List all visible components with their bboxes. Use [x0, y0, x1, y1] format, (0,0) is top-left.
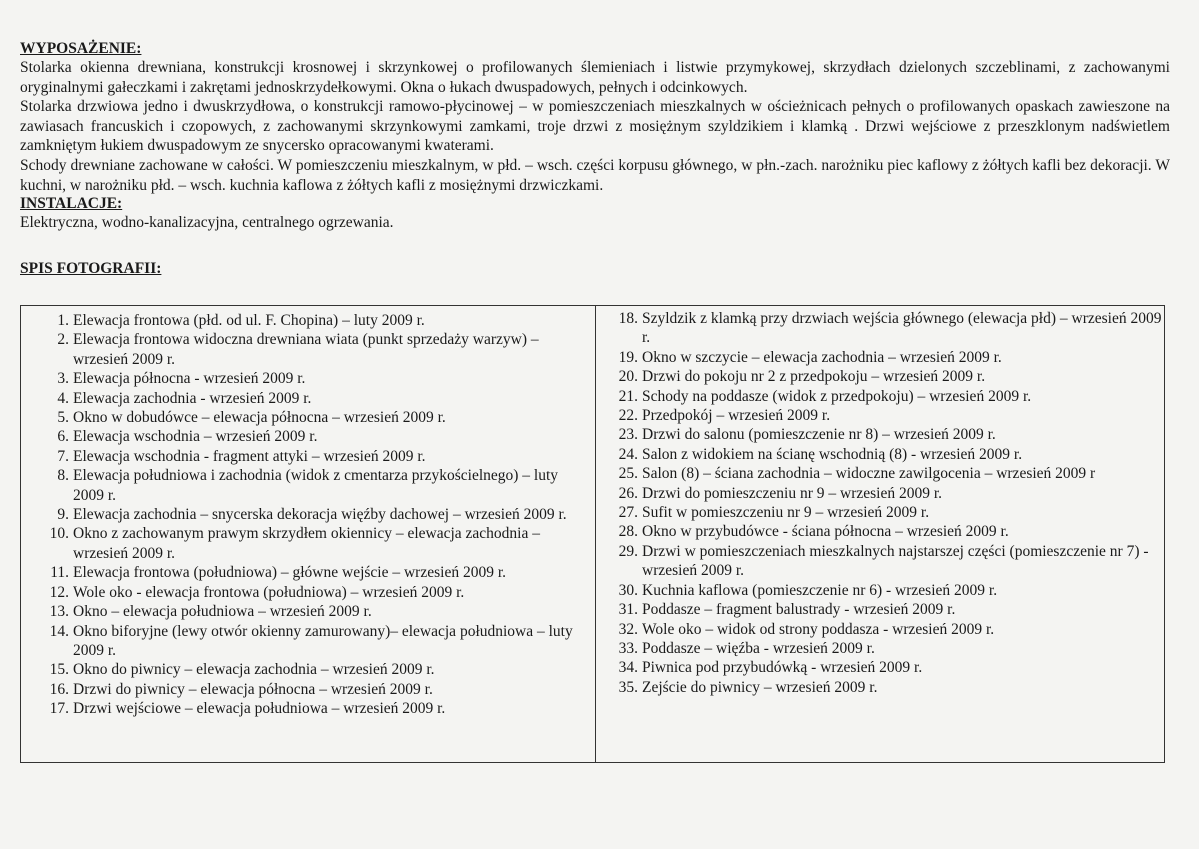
photo-list-item — [21, 699, 587, 718]
spis-fotografii-heading: SPIS FOTOGRAFII: — [20, 259, 162, 277]
photo-item-number: 29. — [618, 542, 638, 560]
photo-item-number: 12. — [49, 583, 69, 601]
photo-list-item — [21, 330, 587, 369]
photo-item-text: Piwnica pod przybudówką - wrzesień 2009 r. — [642, 659, 923, 677]
photo-item-number: 24. — [618, 445, 638, 463]
instalacje-text: Elektryczna, wodno-kanalizacyjna, centralnego ogrzewania. — [20, 214, 394, 232]
photo-item-text: Szyldzik z klamką przy drzwiach wejścia głównego (elewacja płd) – wrzesień 2009 r. — [642, 310, 1162, 347]
wyposazenie-stairs-paragraph: Schody drewniane zachowane w całości. W pomieszczeniu mieszkalnym, w płd. – wsch. części korpusu głównego, w płn.-zach. narożniku piec kaflowy z żółtych kafli bez dekoracji. W kuchni, w narożniku płd. – wsch. kuchnia kaflowa z żółtych kafli z mosiężnymi drzwiczkami. — [20, 156, 1170, 194]
photo-item-number: 26. — [618, 484, 638, 502]
photo-list-item — [21, 505, 587, 524]
photo-list-right — [596, 309, 1164, 697]
photo-item-number: 8. — [57, 467, 69, 485]
photo-item-number: 27. — [618, 504, 638, 522]
photo-list-right-column — [596, 306, 1164, 762]
photo-item-text: Okno – elewacja południowa – wrzesień 2009 r. — [73, 603, 372, 621]
photo-item-text: Drzwi do piwnicy – elewacja północna – wrzesień 2009 r. — [73, 680, 433, 698]
photo-item-number: 4. — [57, 389, 69, 407]
photo-item-number: 11. — [50, 564, 69, 582]
photo-list-item — [596, 348, 1164, 367]
photo-item-text: Salon z widokiem na ścianę wschodnią (8) - wrzesień 2009 r. — [642, 445, 1023, 463]
photo-item-text: Elewacja południowa i zachodnia (widok z cmentarza przykościelnego) – luty 2009 r. — [73, 467, 559, 504]
photo-item-number: 6. — [57, 428, 69, 446]
photo-item-text: Salon (8) – ściana zachodnia – widoczne zawilgocenia – wrzesień 2009 r — [642, 465, 1096, 483]
photo-item-number: 7. — [57, 447, 69, 465]
photo-list-item — [596, 639, 1164, 658]
photo-list-item — [596, 406, 1164, 425]
photo-item-number: 15. — [49, 661, 69, 679]
photo-item-text: Poddasze – fragment balustrady - wrzesień 2009 r. — [642, 601, 956, 619]
photo-item-text: Elewacja wschodnia – wrzesień 2009 r. — [73, 428, 318, 446]
wyposazenie-heading: WYPOSAŻENIE: — [20, 40, 142, 57]
photo-list-item — [21, 660, 587, 679]
photo-list-item — [21, 447, 587, 466]
photo-list-item — [21, 680, 587, 699]
photo-list-item — [596, 620, 1164, 639]
photo-item-number: 21. — [618, 387, 638, 405]
photo-item-number: 20. — [618, 368, 638, 386]
photo-item-text: Schody na poddasze (widok z przedpokoju) – wrzesień 2009 r. — [642, 387, 1032, 405]
photo-list-left — [21, 311, 587, 719]
photo-list-item — [596, 522, 1164, 541]
photo-list-item — [596, 484, 1164, 503]
photo-item-text: Okno w dobudówce – elewacja północna – wrzesień 2009 r. — [73, 409, 446, 427]
wyposazenie-windows-paragraph: Stolarka okienna drewniana, konstrukcji krosnowej i skrzynkowej o profilowanych ślemieniach i listwie przymykowej, skrzydłach dzielonych szczeblinami, z zachowanymi oryginalnymi gałeczkami i zakrętami jednoskrzydełkowymi. Okna o łukach dwuspadowych, pełnych i odcinkowych. — [20, 59, 1170, 96]
photo-item-text: Drzwi do salonu (pomieszczenie nr 8) – wrzesień 2009 r. — [642, 426, 996, 444]
photo-item-number: 30. — [618, 581, 638, 599]
photo-item-text: Zejście do piwnicy – wrzesień 2009 r. — [642, 678, 878, 696]
photo-item-text: Sufit w pomieszczeniu nr 9 – wrzesień 2009 r. — [642, 504, 930, 522]
photo-item-text: Kuchnia kaflowa (pomieszczenie nr 6) - wrzesień 2009 r. — [642, 581, 998, 599]
photo-list-item — [596, 678, 1164, 697]
photo-item-number: 19. — [618, 348, 638, 366]
photo-item-number: 31. — [618, 601, 638, 619]
photo-list-item — [21, 311, 587, 330]
photo-item-text: Drzwi do pokoju nr 2 z przedpokoju – wrzesień 2009 r. — [642, 368, 986, 386]
photo-item-number: 14. — [49, 622, 69, 640]
photo-item-number: 22. — [618, 407, 638, 425]
photo-list-item — [596, 445, 1164, 464]
photo-list-item — [596, 464, 1164, 483]
photo-item-text: Okno biforyjne (lewy otwór okienny zamurowany)– elewacja południowa – luty 2009 r. — [73, 622, 573, 659]
photo-list-item — [21, 369, 587, 388]
photo-list-item — [596, 600, 1164, 619]
photo-list-item — [21, 583, 587, 602]
photo-item-text: Okno do piwnicy – elewacja zachodnia – wrzesień 2009 r. — [73, 661, 435, 679]
photo-item-number: 10. — [49, 525, 69, 543]
photo-item-text: Okno w przybudówce - ściana północna – wrzesień 2009 r. — [642, 523, 1009, 541]
photo-list-item — [596, 309, 1164, 348]
photo-item-number: 23. — [618, 426, 638, 444]
photo-list-item — [596, 367, 1164, 386]
wyposazenie-doors-paragraph: Stolarka drzwiowa jedno i dwuskrzydłowa, o konstrukcji ramowo-płycinowej – w pomieszczeniach mieszkalnych w ościeżnicach pełnych o profilowanych opaskach zawieszone na zawiasach francuskich i czopowych, z zachowanymi skrzynkowymi zamkami, troje drzwi z mosiężnym szyldzikiem i klamką . Drzwi wejściowe z przeszklonym nadświetlem zamkniętym łukiem dwuspadowym ze snycersko opracowanymi kwaterami. — [20, 98, 1170, 155]
instalacje-heading: INSTALACJE: — [20, 195, 123, 213]
document-body — [20, 40, 1170, 278]
photo-item-text: Elewacja zachodnia – snycerska dekoracja więźby dachowej – wrzesień 2009 r. — [73, 506, 567, 524]
photo-item-text: Okno w szczycie – elewacja zachodnia – wrzesień 2009 r. — [642, 348, 1002, 366]
photo-item-text: Okno z zachowanym prawym skrzydłem okiennicy – elewacja zachodnia – wrzesień 2009 r. — [73, 525, 540, 562]
photo-item-text: Drzwi w pomieszczeniach mieszkalnych najstarszej części (pomieszczenie nr 7) - wrzesień 2009 r. — [642, 542, 1149, 580]
photo-item-number: 16. — [49, 680, 69, 698]
photo-item-text: Elewacja zachodnia - wrzesień 2009 r. — [73, 389, 312, 407]
photo-list-item — [596, 387, 1164, 406]
photo-item-number: 34. — [618, 659, 638, 677]
photo-item-number: 1. — [57, 312, 69, 329]
photo-item-text: Wole oko – widok od strony poddasza - wrzesień 2009 r. — [642, 620, 995, 638]
photo-list-item — [21, 622, 587, 661]
photo-item-number: 25. — [618, 465, 638, 483]
photo-item-text: Wole oko - elewacja frontowa (południowa) – wrzesień 2009 r. — [73, 583, 465, 601]
photo-item-number: 5. — [57, 409, 69, 427]
photo-item-number: 3. — [57, 370, 69, 388]
photo-list-left-column — [21, 306, 596, 762]
photo-list-item — [596, 503, 1164, 522]
photo-item-text: Poddasze – więźba - wrzesień 2009 r. — [642, 639, 875, 657]
photo-list-item — [21, 524, 587, 563]
photo-list-item — [596, 658, 1164, 677]
photo-item-number: 33. — [618, 639, 638, 657]
photo-list-item — [21, 427, 587, 446]
photo-item-text: Elewacja północna - wrzesień 2009 r. — [73, 370, 306, 388]
photo-item-number: 9. — [57, 506, 69, 524]
photo-item-number: 32. — [618, 620, 638, 638]
photo-item-text: Elewacja frontowa widoczna drewniana wiata (punkt sprzedaży warzyw) – wrzesień 2009 r. — [73, 331, 539, 368]
photo-list-table — [20, 305, 1165, 763]
photo-list-item — [21, 408, 587, 427]
photo-list-item — [596, 542, 1164, 581]
photo-list-item — [21, 563, 587, 582]
photo-item-number: 17. — [49, 700, 69, 718]
photo-item-text: Elewacja frontowa (płd. od ul. F. Chopina) – luty 2009 r. — [73, 312, 425, 329]
photo-list-item — [21, 602, 587, 621]
photo-item-number: 18. — [618, 310, 638, 327]
photo-item-text: Elewacja frontowa (południowa) – główne wejście – wrzesień 2009 r. — [73, 564, 507, 582]
photo-list-item — [596, 425, 1164, 444]
photo-item-text: Drzwi wejściowe – elewacja południowa – wrzesień 2009 r. — [73, 700, 446, 718]
photo-item-text: Drzwi do pomieszczeniu nr 9 – wrzesień 2009 r. — [642, 484, 943, 502]
photo-item-number: 13. — [49, 603, 69, 621]
photo-list-item — [21, 389, 587, 408]
photo-list-item — [596, 581, 1164, 600]
photo-item-number: 28. — [618, 523, 638, 541]
photo-item-text: Przedpokój – wrzesień 2009 r. — [642, 407, 831, 425]
photo-item-text: Elewacja wschodnia - fragment attyki – wrzesień 2009 r. — [73, 447, 426, 465]
photo-item-number: 35. — [618, 678, 638, 696]
photo-item-number: 2. — [57, 331, 69, 349]
photo-list-item — [21, 466, 587, 505]
